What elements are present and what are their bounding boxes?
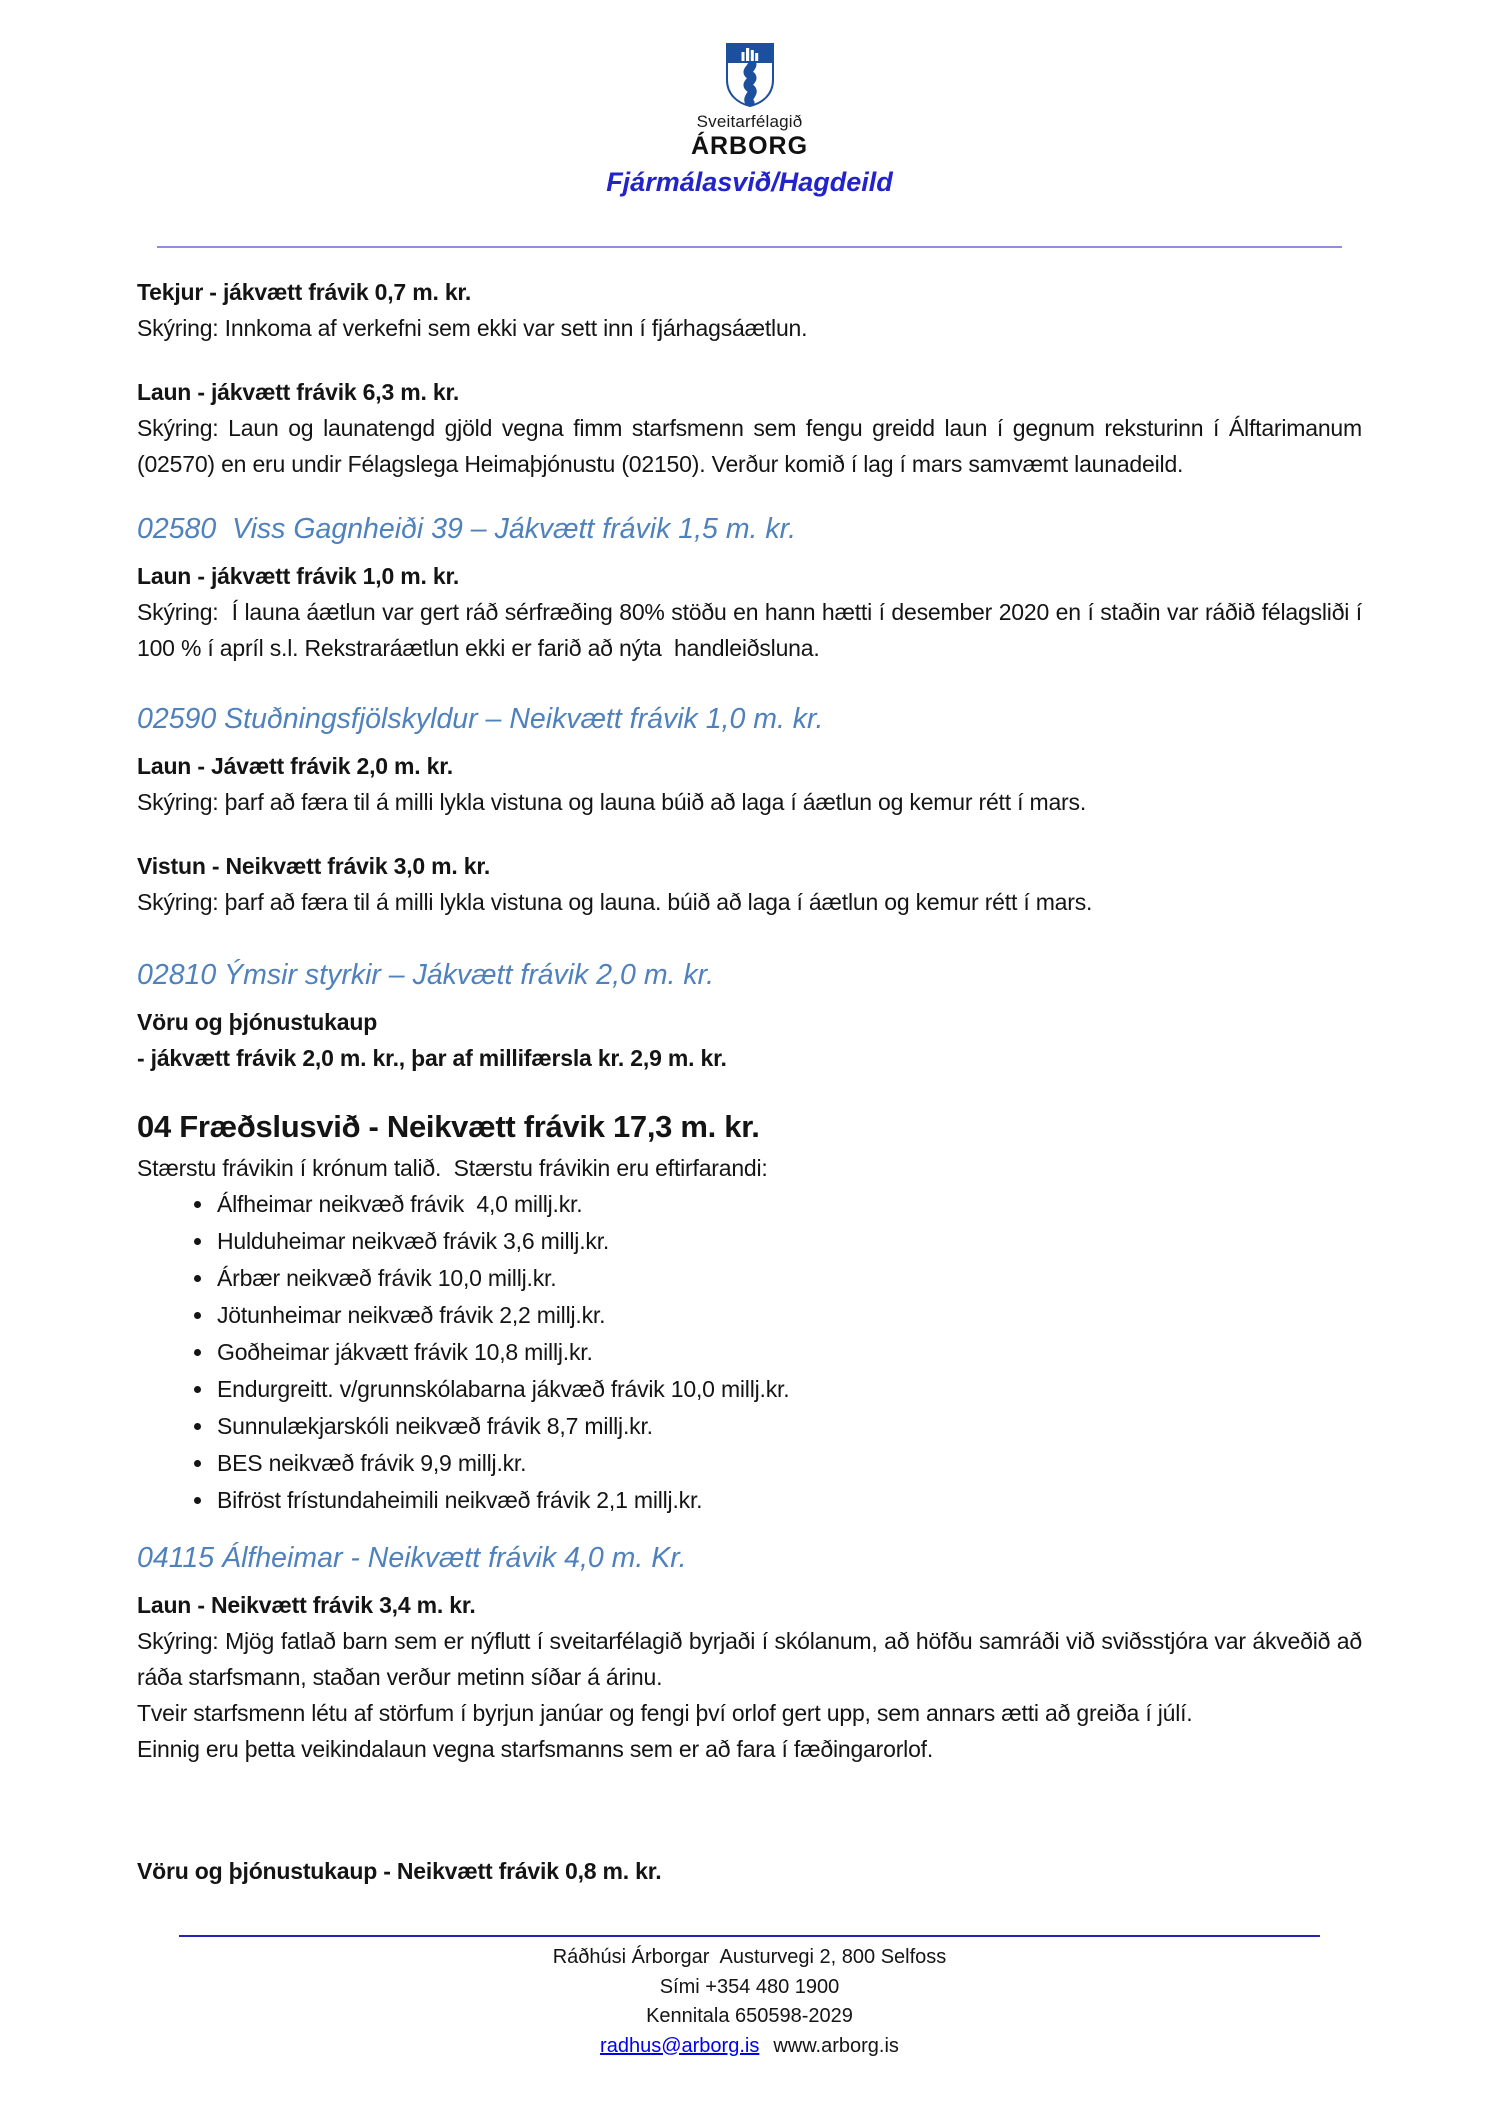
s02580-laun-label: Laun - jákvætt frávik 1,0 m. kr. [137, 563, 460, 589]
s02810-voru-label: Vöru og þjónustukaup [137, 1009, 378, 1035]
arborg-logo [137, 42, 1362, 108]
tekjur-variance-label: Tekjur - jákvætt frávik 0,7 m. kr. [137, 279, 472, 305]
arborg-coat-of-arms-icon [725, 42, 775, 108]
bullet-item: • Hulduheimar neikvæð frávik 3,6 millj.kr. [215, 1223, 1362, 1260]
letterhead [137, 0, 1362, 198]
top-divider [157, 246, 1342, 248]
footer [137, 1943, 1362, 2061]
s02590-vistun-label: Vistun - Neikvætt frávik 3,0 m. kr. [137, 853, 491, 879]
bullet-item: • Endurgreitt. v/grunnskólabarna jákvæð frávik 10,0 millj.kr. [215, 1371, 1362, 1408]
section-heading-02580: 02580 Viss Gagnheiði 39 – Jákvætt frávik 1,5 m. kr. [137, 513, 796, 545]
s02590-vistun-explanation: Skýring: þarf að færa til á milli lykla vistuna og launa. búið að laga í áætlun og kemur rétt í mars. [137, 889, 1093, 915]
bullet-item: • Sunnulækjarskóli neikvæð frávik 8,7 millj.kr. [215, 1408, 1362, 1445]
laun-variance-label: Laun - jákvætt frávik 6,3 m. kr. [137, 379, 460, 405]
section-heading-02810: 02810 Ýmsir styrkir – Jákvætt frávik 2,0 m. kr. [137, 959, 714, 991]
s02810-variance-label: - jákvætt frávik 2,0 m. kr., þar af millifærsla kr. 2,9 m. kr. [137, 1045, 727, 1071]
org-name-big: ÁRBORG [690, 132, 809, 160]
bullet-item: • Jötunheimar neikvæð frávik 2,2 millj.kr. [215, 1297, 1362, 1334]
s02580-explanation: Skýring: Í launa áætlun var gert ráð sérfræðing 80% stöðu en hann hætti í desember 2020 en í staðin var ráðið félagsliði í 100 % í apríl s.l. Rekstraráætlun ekki er farið að nýta handleiðsluna. [137, 599, 1362, 661]
footer-contact-line [137, 2032, 1362, 2062]
footer-divider [179, 1935, 1320, 1937]
section-heading-02590: 02590 Stuðningsfjölskyldur – Neikvætt frávik 1,0 m. kr. [137, 703, 824, 735]
s04115-explanation-3: Einnig eru þetta veikindalaun vegna starfsmanns sem er að fara í fæðingarorlof. [137, 1736, 934, 1762]
bullet-item: • Árbær neikvæð frávik 10,0 millj.kr. [215, 1260, 1362, 1297]
bullet-item: • Goðheimar jákvætt frávik 10,8 millj.kr. [215, 1334, 1362, 1371]
footer-website: www.arborg.is [773, 2034, 899, 2057]
footer-phone: Sími +354 480 1900 [659, 1975, 840, 1998]
s04115-explanation-2: Tveir starfsmenn létu af störfum í byrjun janúar og fengi því orlof gert upp, sem annars ætti að greiða í júlí. [137, 1700, 1193, 1726]
voru-variance-label: Vöru og þjónustukaup - Neikvætt frávik 0,8 m. kr. [137, 1858, 662, 1884]
footer-email-link[interactable]: radhus@arborg.is [600, 2034, 760, 2057]
department-title: Fjármálasvið/Hagdeild [606, 167, 893, 197]
laun-explanation: Skýring: Laun og launatengd gjöld vegna fimm starfsmenn sem fengu greidd laun í gegnum reksturinn í Álftarimanum (02570) en eru undir Félagslega Heimaþjónustu (02150). Verður komið í lag í mars samvæmt launadeild. [137, 415, 1362, 477]
s04-intro: Stærstu frávikin í krónum talið. Stærstu frávikin eru eftirfarandi: [137, 1155, 768, 1181]
bullet-item: • BES neikvæð frávik 9,9 millj.kr. [215, 1445, 1362, 1482]
s02590-laun-label: Laun - Jávætt frávik 2,0 m. kr. [137, 753, 453, 779]
s04115-laun-label: Laun - Neikvætt frávik 3,4 m. kr. [137, 1592, 476, 1618]
footer-kennitala: Kennitala 650598-2029 [646, 2005, 853, 2027]
section-heading-04: 04 Fræðslusvið - Neikvætt frávik 17,3 m. kr. [137, 1109, 760, 1144]
bullet-item: • Bifröst frístundaheimili neikvæð frávik 2,1 millj.kr. [215, 1482, 1362, 1519]
footer-address: Ráðhúsi Árborgar Austurvegi 2, 800 Selfoss [552, 1946, 947, 1968]
s04115-explanation-1: Skýring: Mjög fatlað barn sem er nýflutt í sveitarfélagið byrjaði í skólanum, að höfðu samráði við sviðsstjóra var ákveðið að ráða starfsmann, staðan verður metinn síðar á árinu. [137, 1628, 1362, 1690]
tekjur-explanation: Skýring: Innkoma af verkefni sem ekki var sett inn í fjárhagsáætlun. [137, 315, 808, 341]
bullet-item: • Álfheimar neikvæð frávik 4,0 millj.kr. [215, 1186, 1362, 1223]
s02590-laun-explanation: Skýring: þarf að færa til á milli lykla vistuna og launa búið að laga í áætlun og kemur rétt í mars. [137, 789, 1087, 815]
section-heading-04115: 04115 Álfheimar - Neikvætt frávik 4,0 m. Kr. [137, 1542, 687, 1574]
org-name-small: Sveitarfélagið [696, 112, 803, 131]
deviation-bullet-list [137, 1186, 1362, 1519]
